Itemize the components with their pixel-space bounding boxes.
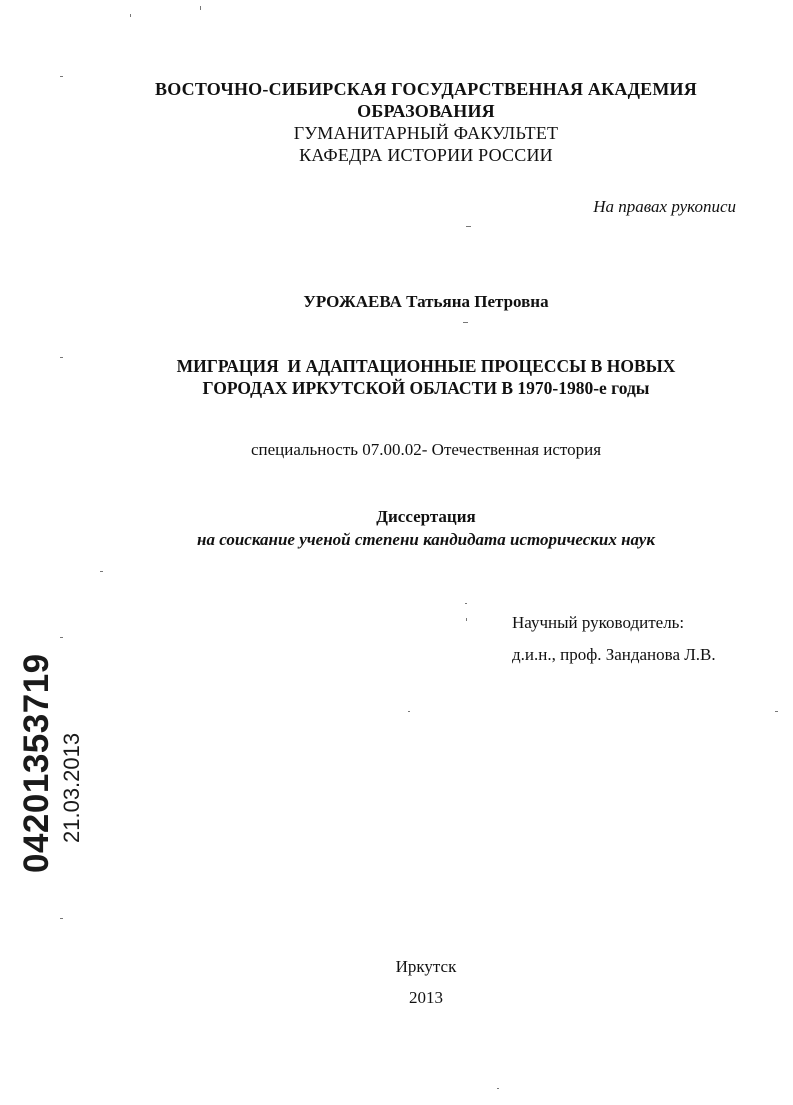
dissertation-title	[0, 355, 793, 399]
institution-header	[0, 78, 793, 166]
dissertation-subheading: на соискание ученой степени кандидата исторических наук	[197, 530, 655, 549]
dissertation-title-line-1: МИГРАЦИЯ И АДАПТАЦИОННЫЕ ПРОЦЕССЫ В НОВЫХ	[176, 356, 676, 376]
library-stamp-number: 04201353719	[17, 653, 56, 873]
scan-speck	[60, 918, 63, 919]
author-name: УРОЖАЕВА Татьяна Петровна	[303, 292, 549, 311]
library-stamp-date: 21.03.2013	[59, 732, 84, 843]
supervisor-label: Научный руководитель:	[512, 613, 685, 632]
scan-speck	[466, 226, 471, 227]
faculty-name: ГУМАНИТАРНЫЙ ФАКУЛЬТЕТ	[293, 123, 559, 143]
institution-name-line-2: ОБРАЗОВАНИЯ	[357, 101, 495, 121]
scan-speck	[497, 1088, 499, 1089]
dissertation-type	[0, 505, 793, 551]
scan-speck	[60, 637, 63, 638]
dissertation-heading: Диссертация	[376, 507, 476, 526]
scan-speck	[100, 571, 103, 572]
scan-speck	[775, 711, 778, 712]
department-name: КАФЕДРА ИСТОРИИ РОССИИ	[299, 145, 553, 165]
scan-speck	[200, 6, 201, 10]
institution-name-line-1: ВОСТОЧНО-СИБИРСКАЯ ГОСУДАРСТВЕННАЯ АКАДЕМИЯ	[155, 79, 697, 99]
specialty: специальность 07.00.02- Отечественная история	[250, 440, 602, 459]
scan-speck	[465, 603, 467, 604]
manuscript-note: На правах рукописи	[593, 197, 736, 216]
scan-speck	[130, 14, 131, 17]
supervisor-name: д.и.н., проф. Занданова Л.В.	[512, 645, 716, 664]
dissertation-title-line-2: ГОРОДАХ ИРКУТСКОЙ ОБЛАСТИ В 1970-1980-е годы	[202, 378, 650, 398]
scan-speck	[60, 357, 63, 358]
scan-speck	[463, 322, 468, 323]
city: Иркутск	[395, 957, 457, 976]
year: 2013	[409, 988, 443, 1007]
scan-speck	[408, 711, 410, 712]
scan-speck	[466, 618, 467, 621]
scan-speck	[60, 76, 63, 77]
supervisor-block	[512, 607, 716, 671]
